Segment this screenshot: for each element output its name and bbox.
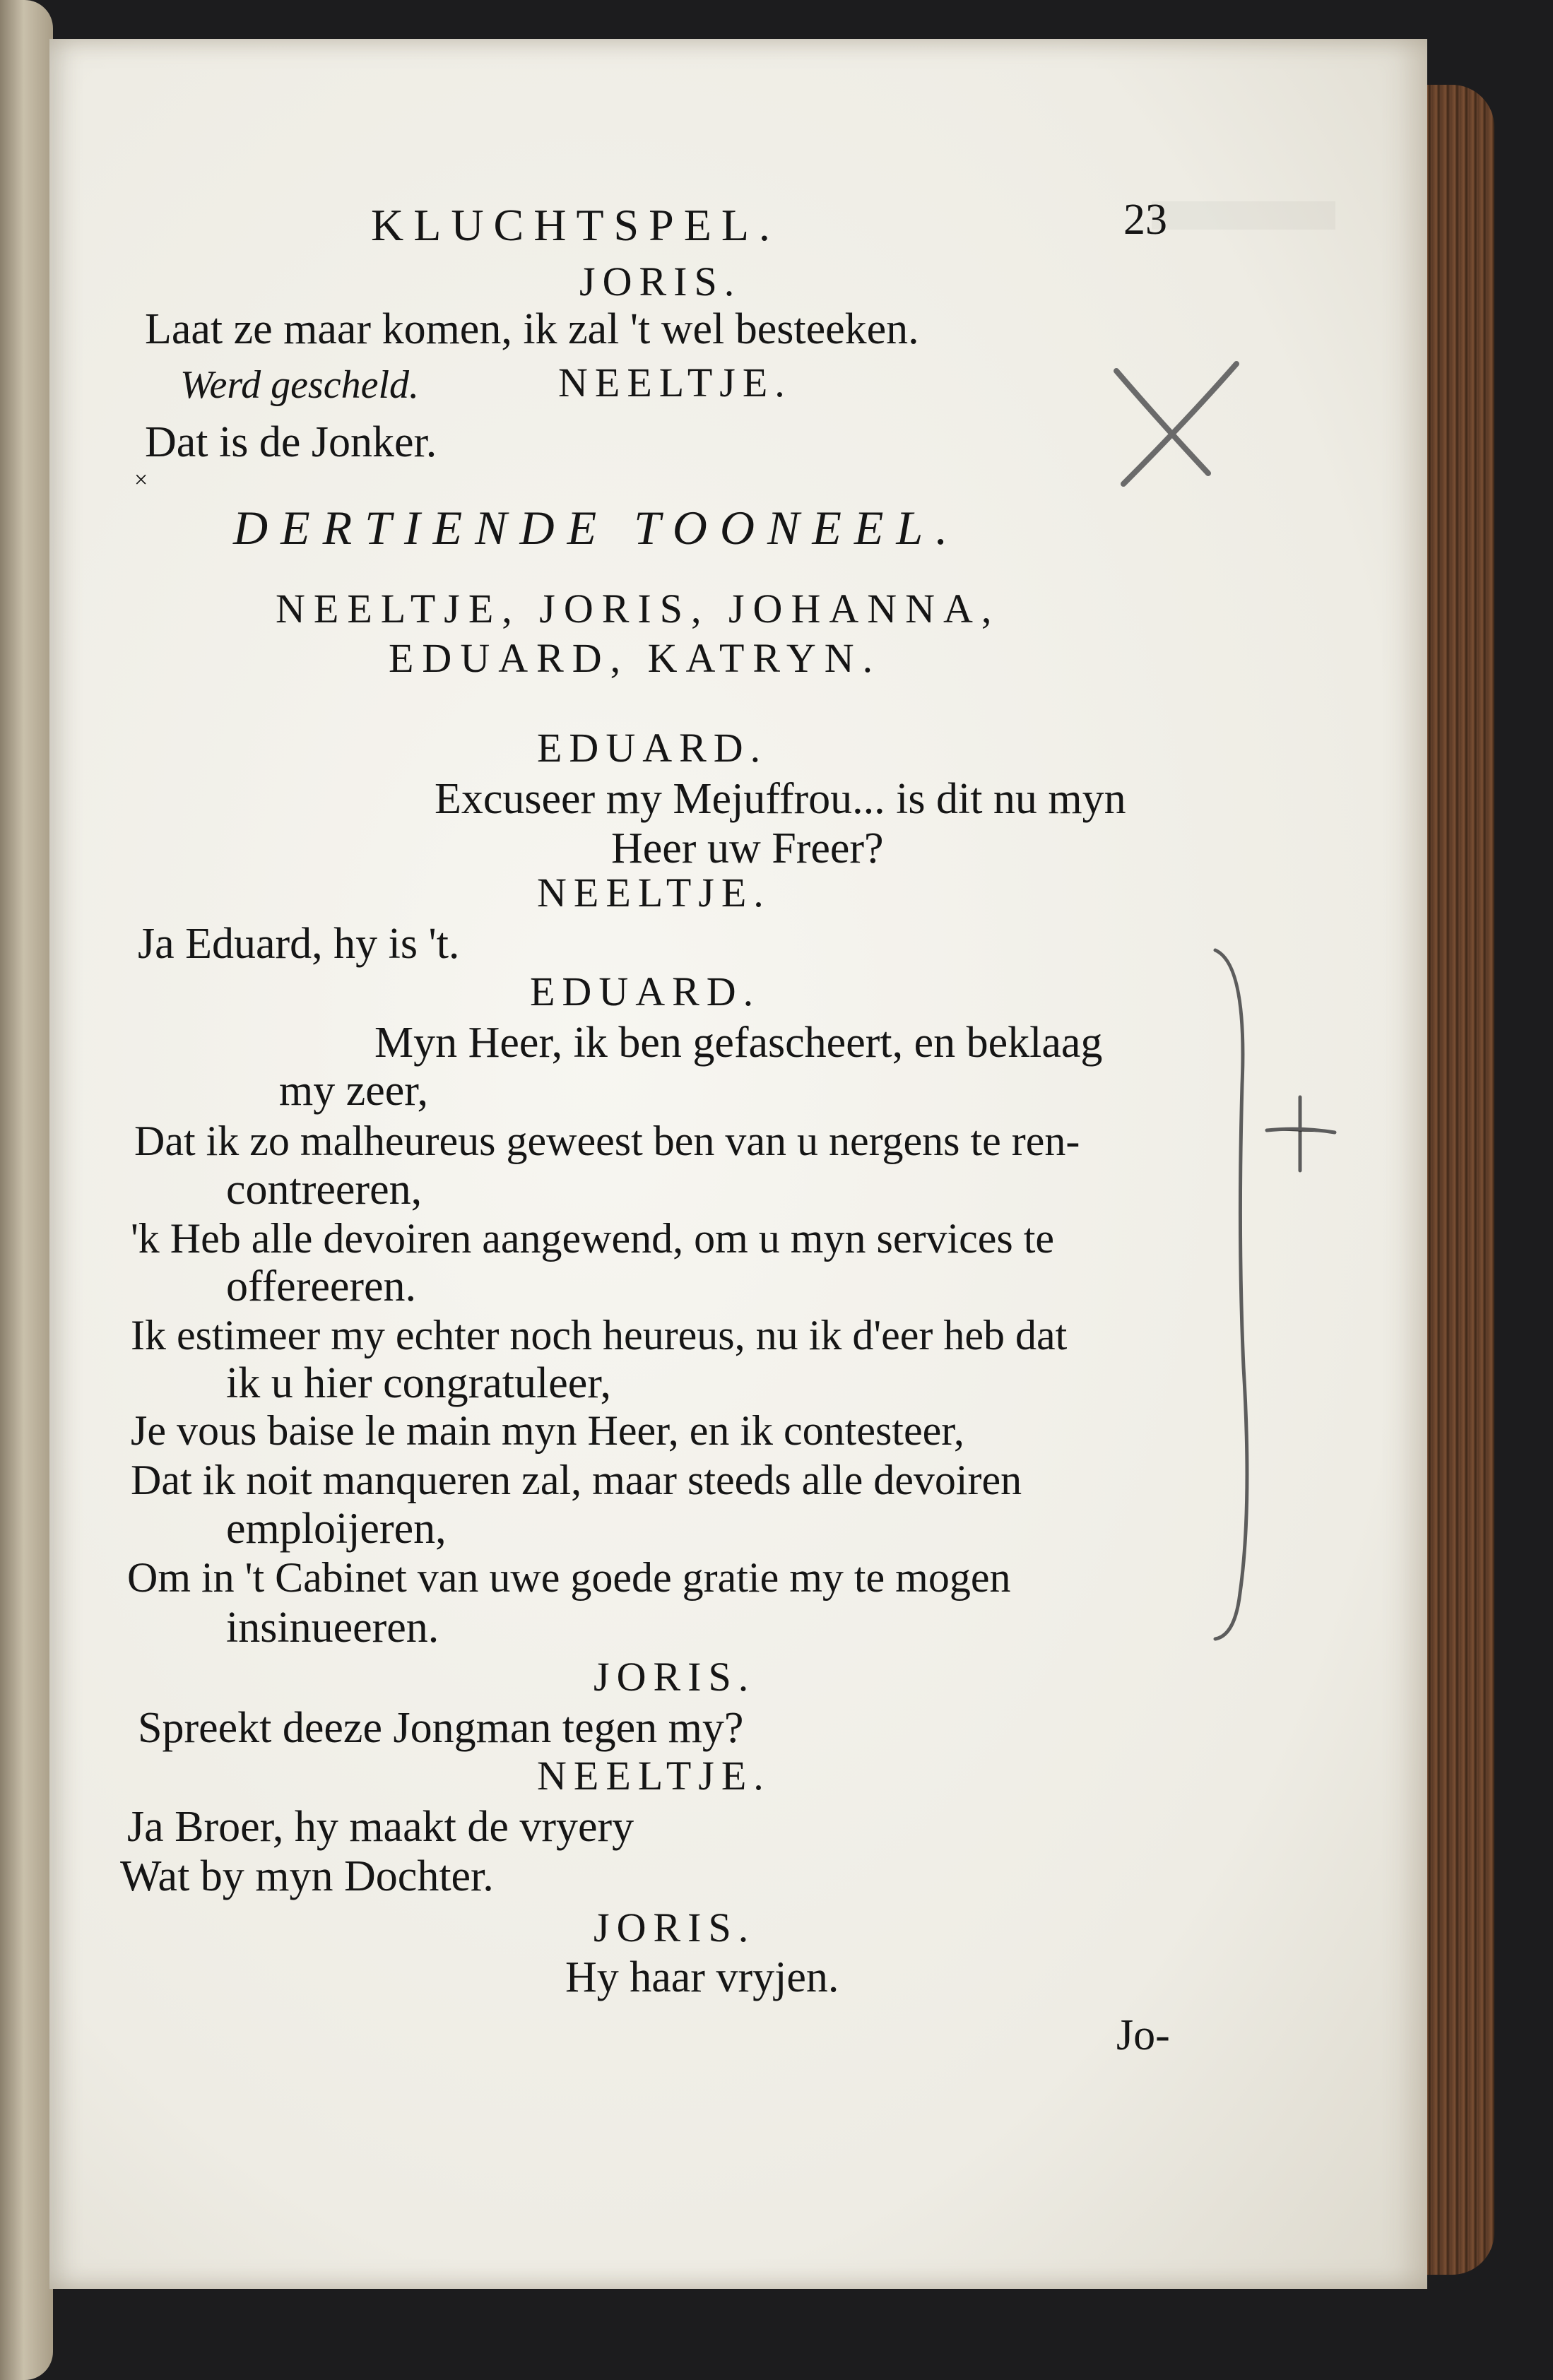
verse-line: Om in 't Cabinet van uwe goede gratie my te mogen	[127, 1554, 1011, 1601]
margin-mark: ×	[134, 467, 148, 493]
verse-line: Hy haar vryjen.	[565, 1953, 839, 2001]
verse-line: Ik estimeer my echter noch heureus, nu ik d'eer heb dat	[131, 1312, 1068, 1358]
speaker-label: EDUARD.	[537, 725, 768, 771]
verse-line: Excuseer my Mejuffrou... is dit nu myn	[435, 775, 1126, 823]
speaker-label: NEELTJE.	[537, 870, 771, 916]
verse-line: emploijeren,	[226, 1505, 447, 1553]
verse-line: insinueeren.	[226, 1604, 439, 1652]
speaker-label: JORIS.	[594, 1654, 756, 1700]
show-through	[1152, 201, 1335, 230]
verse-line: Wat by myn Dochter.	[120, 1852, 494, 1900]
verse-line: Myn Heer, ik ben gefascheert, en beklaag	[374, 1019, 1103, 1067]
speaker-label: JORIS.	[594, 1905, 756, 1950]
speaker-label: JORIS.	[579, 259, 742, 304]
page-number: 23	[1123, 196, 1167, 244]
verse-line: Heer uw Freer?	[611, 824, 884, 872]
catchword: Jo-	[1116, 2011, 1170, 2059]
pencil-plus-mark	[1261, 1091, 1339, 1176]
stage-direction: Werd gescheld.	[180, 363, 419, 407]
speaker-label: NEELTJE.	[558, 360, 792, 405]
speaker-label: EDUARD.	[530, 969, 761, 1014]
verse-line: Spreekt deeze Jongman tegen my?	[138, 1704, 744, 1752]
book-page	[49, 39, 1427, 2289]
verse-line: Laat ze maar komen, ik zal 't wel besteeken.	[145, 305, 919, 353]
verse-line: contreeren,	[226, 1166, 423, 1214]
verse-line: Je vous baise le main myn Heer, en ik contesteer,	[131, 1407, 964, 1454]
verse-line: offereeren.	[226, 1262, 417, 1310]
verse-line: ik u hier congratuleer,	[226, 1359, 611, 1407]
verse-line: Dat ik noit manqueren zal, maar steeds alle devoiren	[131, 1457, 1022, 1503]
speaker-label: NEELTJE.	[537, 1753, 771, 1799]
pencil-bracket	[1208, 943, 1272, 1650]
verse-line: Dat ik zo malheureus geweest ben van u nergens te ren-	[134, 1118, 1080, 1164]
cast-list: EDUARD, KATRYN.	[389, 635, 882, 681]
verse-line: my zeer,	[279, 1067, 428, 1115]
verse-line: Dat is de Jonker.	[145, 418, 437, 466]
verse-line: Ja Eduard, hy is 't.	[138, 920, 460, 968]
scene-heading: DERTIENDE TOONEEL.	[233, 501, 961, 555]
facing-page-edge	[0, 0, 53, 2380]
cast-list: NEELTJE, JORIS, JOHANNA,	[276, 586, 1000, 632]
pencil-cross-mark	[1095, 350, 1265, 505]
verse-line: Ja Broer, hy maakt de vryery	[127, 1803, 634, 1851]
running-header: KLUCHTSPEL.	[371, 200, 780, 250]
verse-line: 'k Heb alle devoiren aangewend, om u myn services te	[131, 1215, 1055, 1262]
